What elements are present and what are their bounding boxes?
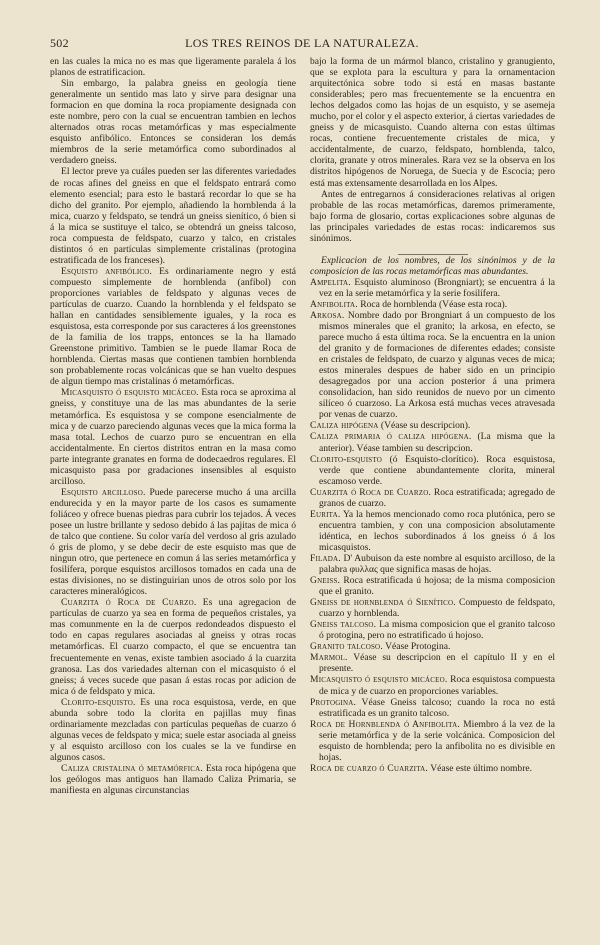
paragraph: bajo la forma de un mármol blanco, cristalino y granugiento, que se explota para la escultura y para la ornamentacion arquitectónica sobre todo si está en masas bastante considerables; pero mas frecuentemente se la encuentra en lechos delgados como las hojas de un esquisto, y se asemeja mucho, por el color y el aspecto exterior, á ciertas variedades de gneiss y de micasquisto. Cuando alterna con estas últimas rocas, contiene frecuentemente cristales de mica, y accidentalmente, de cuarzo, feldspato, hornblenda, talco, clorita, granate y otros minerales. Rara vez se la observa en los distritos hipógenos de Noruega, de Suecia y de Escocia; pero está mas extensamente desarrollada en los Alpes. xyxy=(310,56,555,189)
glossary-term: Filada. xyxy=(310,552,341,564)
glossary-term: Caliza hipógena xyxy=(310,420,379,432)
glossary-entry xyxy=(310,641,555,652)
page-number: 502 xyxy=(50,36,69,50)
glossary-definition: Roca estratificada ú hojosa; de la misma composicion que el granito. xyxy=(319,575,555,598)
glossary-definition: Véase este último nombre. xyxy=(430,762,533,774)
glossary-definition: Véase Gneiss talcoso; cuando la roca no está estratificada es un granito talcoso. xyxy=(319,696,555,719)
glossary-term: Ampelita. xyxy=(310,276,351,288)
glossary-entry xyxy=(310,697,555,719)
glossary-entry xyxy=(310,431,555,453)
entry-text: Esta roca se aproxima al gneiss, y constituye una de las mas abundantes de la serie metamórfica. Es esquistosa y se compone esencialmente de mica y de cuarzo pareciendo algunas veces que la mica forma la masa total. Lechos de cuarzo puro se encuentran en ella accidentalmente. En ciertos distritos entran en la masa como parte integrante granates en forma de dodecaedros regulares. El micasquisto pasa por gradaciones insensibles al esquisto arcilloso. xyxy=(50,387,296,487)
glossary-entry xyxy=(310,420,555,431)
glossary-term: Marmol. xyxy=(310,652,348,664)
entry-term: Esquisto anfibólico. xyxy=(61,265,153,277)
entry-text: Es una roca esquistosa, verde, en que abunda sobre todo la clorita en pajillas muy finas ordinariamente mezcladas con partículas pequeñas de cuarzo ó algunas veces de feldspato y mica; suele estar asociada al gneiss y al esquisto arcilloso con los cuales se la ve fundirse en algunos casos. xyxy=(50,696,296,763)
glossary xyxy=(310,277,555,774)
glossary-definition: (Véase su descripcion). xyxy=(380,420,471,432)
glossary-entry xyxy=(310,454,555,487)
glossary-term: Gneiss. xyxy=(310,575,341,587)
glossary-term: Granito talcoso. xyxy=(310,641,383,653)
paragraph xyxy=(50,763,296,796)
paragraph: Sin embargo, la palabra gneiss en geología tiene generalmente un sentido mas lato y sirve para designar una formacion en que domina la roca propiamente designada con este nombre, pero con la cual se encuentran tambien en lechos alternados otras rocas metamórficas y mas especialmente esquisto anfibólico. Entonces se consideran los demás miembros de la serie metamórfica como subordinados al verdadero gneiss. xyxy=(50,78,296,167)
glossary-definition: Roca estratificada; agregado de granos de cuarzo. xyxy=(319,486,555,509)
glossary-definition: D' Aubuison da este nombre al esquisto arcilloso, de la palabra φυλλας que significa masas de hojas. xyxy=(319,552,555,576)
glossary-term: Eurita. xyxy=(310,508,341,520)
glossary-entry xyxy=(310,553,555,575)
glossary-definition: Véase Protogina. xyxy=(385,641,451,653)
glossary-entry xyxy=(310,652,555,674)
glossary-definition: Compuesto de feldspato, cuarzo y hornblenda. xyxy=(319,597,555,620)
paragraph xyxy=(50,487,296,597)
glossary-term: Anfibolita. xyxy=(310,298,358,310)
entry-term: Clorito-esquisto. xyxy=(61,696,136,708)
entry-text: Es una agregacion de partículas de cuarzo ya sea en forma de pequeños cristales, ya mas comunmente en la de cuerpos redondeados dispuesto el todo en capas regulares asociadas al gneiss y otras rocas metamórficas. El cuarzo compacto, el que se encuentra tan frecuentemente en venas, existe tambien asociado á la cuarzita granosa. Las dos variedades alternan con el micasquisto ó el gneiss; á veces sucede que pasan á estas rocas por adicion de mica ó de feldspato y mica. xyxy=(50,597,296,697)
glossary-term: Cuarzita ó Roca de Cuarzo. xyxy=(310,486,432,498)
glossary-term: Arkosa. xyxy=(310,309,345,321)
paragraph xyxy=(50,266,296,388)
left-column xyxy=(50,56,296,905)
glossary-term: Roca de Hornblenda ó Anfibolita. xyxy=(310,718,460,730)
glossary-definition: Ya la hemos mencionado como roca plutónica, pero se encuentra tambien, y con una composicion absolutamente idéntica, en lechos subordinados á los gneiss ó á los micasquistos. xyxy=(319,508,555,553)
entry-term: Micasquisto ó esquisto micáceo. xyxy=(61,387,199,399)
glossary-entry xyxy=(310,674,555,696)
glossary-term: Micasquisto ó esquisto micáceo. xyxy=(310,674,448,686)
glossary-definition: Véase su descripcion en el capítulo II y en el presente. xyxy=(319,652,555,675)
entry-text: Esta roca hipógena que los geólogos mas antiguos han llamado Caliza Primaria, se manifiesta en algunas circunstancias xyxy=(50,763,296,797)
paragraph: Antes de entregarnos á consideraciones relativas al origen probable de las rocas metamórficas, daremos primeramente, bajo forma de glosario, cortas explicaciones sobre algunas de las principales variedades de estas rocas: indicaremos sus sinónimos. xyxy=(310,188,555,244)
page-header xyxy=(50,36,554,54)
glossary-entry xyxy=(310,299,555,310)
glossary-entry xyxy=(310,763,555,774)
glossary-definition: (La misma que la anterior). Véase tambien su descripcion. xyxy=(319,431,555,454)
paragraph xyxy=(50,597,296,696)
paragraph xyxy=(50,697,296,763)
glossary-definition: Miembro á la vez de la serie metamórfica y de la serie volcánica. Composicion del esquisto de hornblenda; pero la anfibolita no es divisible en hojas. xyxy=(319,718,555,763)
glossary-entry xyxy=(310,487,555,509)
paragraph xyxy=(50,387,296,486)
glossary-term: Clorito-esquisto xyxy=(310,453,382,465)
glossary-entry xyxy=(310,575,555,597)
glossary-definition: (ó Esquisto-clorítico). Roca esquistosa, verde que contiene abundantemente clorita, mineral escamoso verde. xyxy=(319,453,555,487)
glossary-title: Explicacion de los nombres, de los sinónimos y de la composicion de las rocas metamórficas mas abundantes. xyxy=(310,254,555,277)
right-column xyxy=(310,56,555,905)
paragraph: El lector preve ya cuáles pueden ser las diferentes variedades de rocas afines del gneiss en que el feldspato entrará como elemento esencial; para esto le bastará recordar lo que se ha dicho del granito. Por ejemplo, añadiendo la hornblenda á la mica, cuarzo y feldspato, se tendrá un gneiss sienítico, ó bien si á la mica se sustituye el talco, se obtendrá un gneiss talcoso, roca compuesta de feldspato, cuarzo y talco, en cristales distintos ó en partículas simplemente cristalinas (protogina estratificada de los franceses). xyxy=(50,166,296,266)
running-title: LOS TRES REINOS DE LA NATURALEZA. xyxy=(185,36,419,50)
glossary-term: Roca de cuarzo ó Cuarzita. xyxy=(310,762,428,774)
glossary-definition: Roca de hornblenda (Véase esta roca). xyxy=(360,298,508,310)
entry-term: Cuarzita ó Roca de Cuarzo. xyxy=(61,597,197,609)
glossary-entry xyxy=(310,619,555,641)
glossary-definition: La misma composicion que el granito talcoso ó protogina, pero no estratificado ú hojoso. xyxy=(319,619,555,642)
paragraph: en las cuales la mica no es mas que ligeramente paralela á los planos de estratificacion. xyxy=(50,56,296,79)
entry-text: Puede parecerse mucho á una arcilla endurecida y en la mayor parte de los casos es sumamente foliáceo y ofrece buenas piedras para cubrir los tejados. Á veces posee un lustre brillante y sedoso debido á las pajitas de mica ó de talco que contiene. Su color varía del verdoso al gris azulado ó gris de plomo, y se debe decir de este esquisto mas que de ningun otro, que pertenece en comun á las series metamórfica y fosilífera, porque esquistos arcillosos tomados en cada una de estas divisiones, no se distinguirian unos de otros solo por los caracteres mineralógicos. xyxy=(50,486,296,598)
glossary-entry xyxy=(310,719,555,763)
glossary-term: Gneiss talcoso. xyxy=(310,619,377,631)
glossary-definition: Roca esquistosa compuesta de mica y de cuarzo en proporciones variables. xyxy=(319,674,555,697)
entry-term: Caliza cristalina ó metamórfica. xyxy=(61,763,203,774)
glossary-entry xyxy=(310,509,555,553)
glossary-term: Gneiss de hornblenda ó Sienítico. xyxy=(310,597,456,609)
glossary-entry xyxy=(310,597,555,619)
glossary-term: Protogina. xyxy=(310,696,357,708)
glossary-entry xyxy=(310,310,555,420)
entry-term: Esquisto arcilloso. xyxy=(61,486,146,498)
glossary-term: Caliza primaria ó caliza hipógena. xyxy=(310,431,472,443)
entry-text: Es ordinariamente negro y está compuesto simplemente de hornblenda (anfíbol) con proporciones variables de feldspato y algunas veces de partículas de cuarzo. Cuando la hornblenda y el feldspato se hallan en cantidades sensiblemente iguales, y la roca es esquistosa, esta corresponde por sus caracteres á los greenstones de la familia de los trapps, entonces se la ha llamado Greenstone primitivo. Tambien se le puede llamar Roca de hornblenda. Ciertas masas que contienen tambien hornblenda son probablemente rocas volcánicas que se han vuelto despues de algun tiempo mas cristalinas ó metamórficas. xyxy=(50,265,296,388)
glossary-definition: Esquisto aluminoso (Brongniart); se encuentra á la vez en la serie metamórfica y la serie fosilífera. xyxy=(319,276,555,299)
glossary-entry xyxy=(310,277,555,299)
glossary-definition: Nombre dado por Brongniart á un compuesto de los mismos minerales que el granito; la arkosa, en efecto, se parece mucho á esta última roca. Se la encuentra en la union del granito y de formaciones de diferentes edades; consiste en cristales de feldspato, de cuarzo y algunas veces de mica; estos minerales despues de haber sido en un principio desagregados por una accion posterior á una primera consolidacion, han sido reunidos de nuevo por un cimento silíceo ó cuarzoso. La Arkosa está muchas veces atravesada por venas de cuarzo. xyxy=(319,309,555,421)
